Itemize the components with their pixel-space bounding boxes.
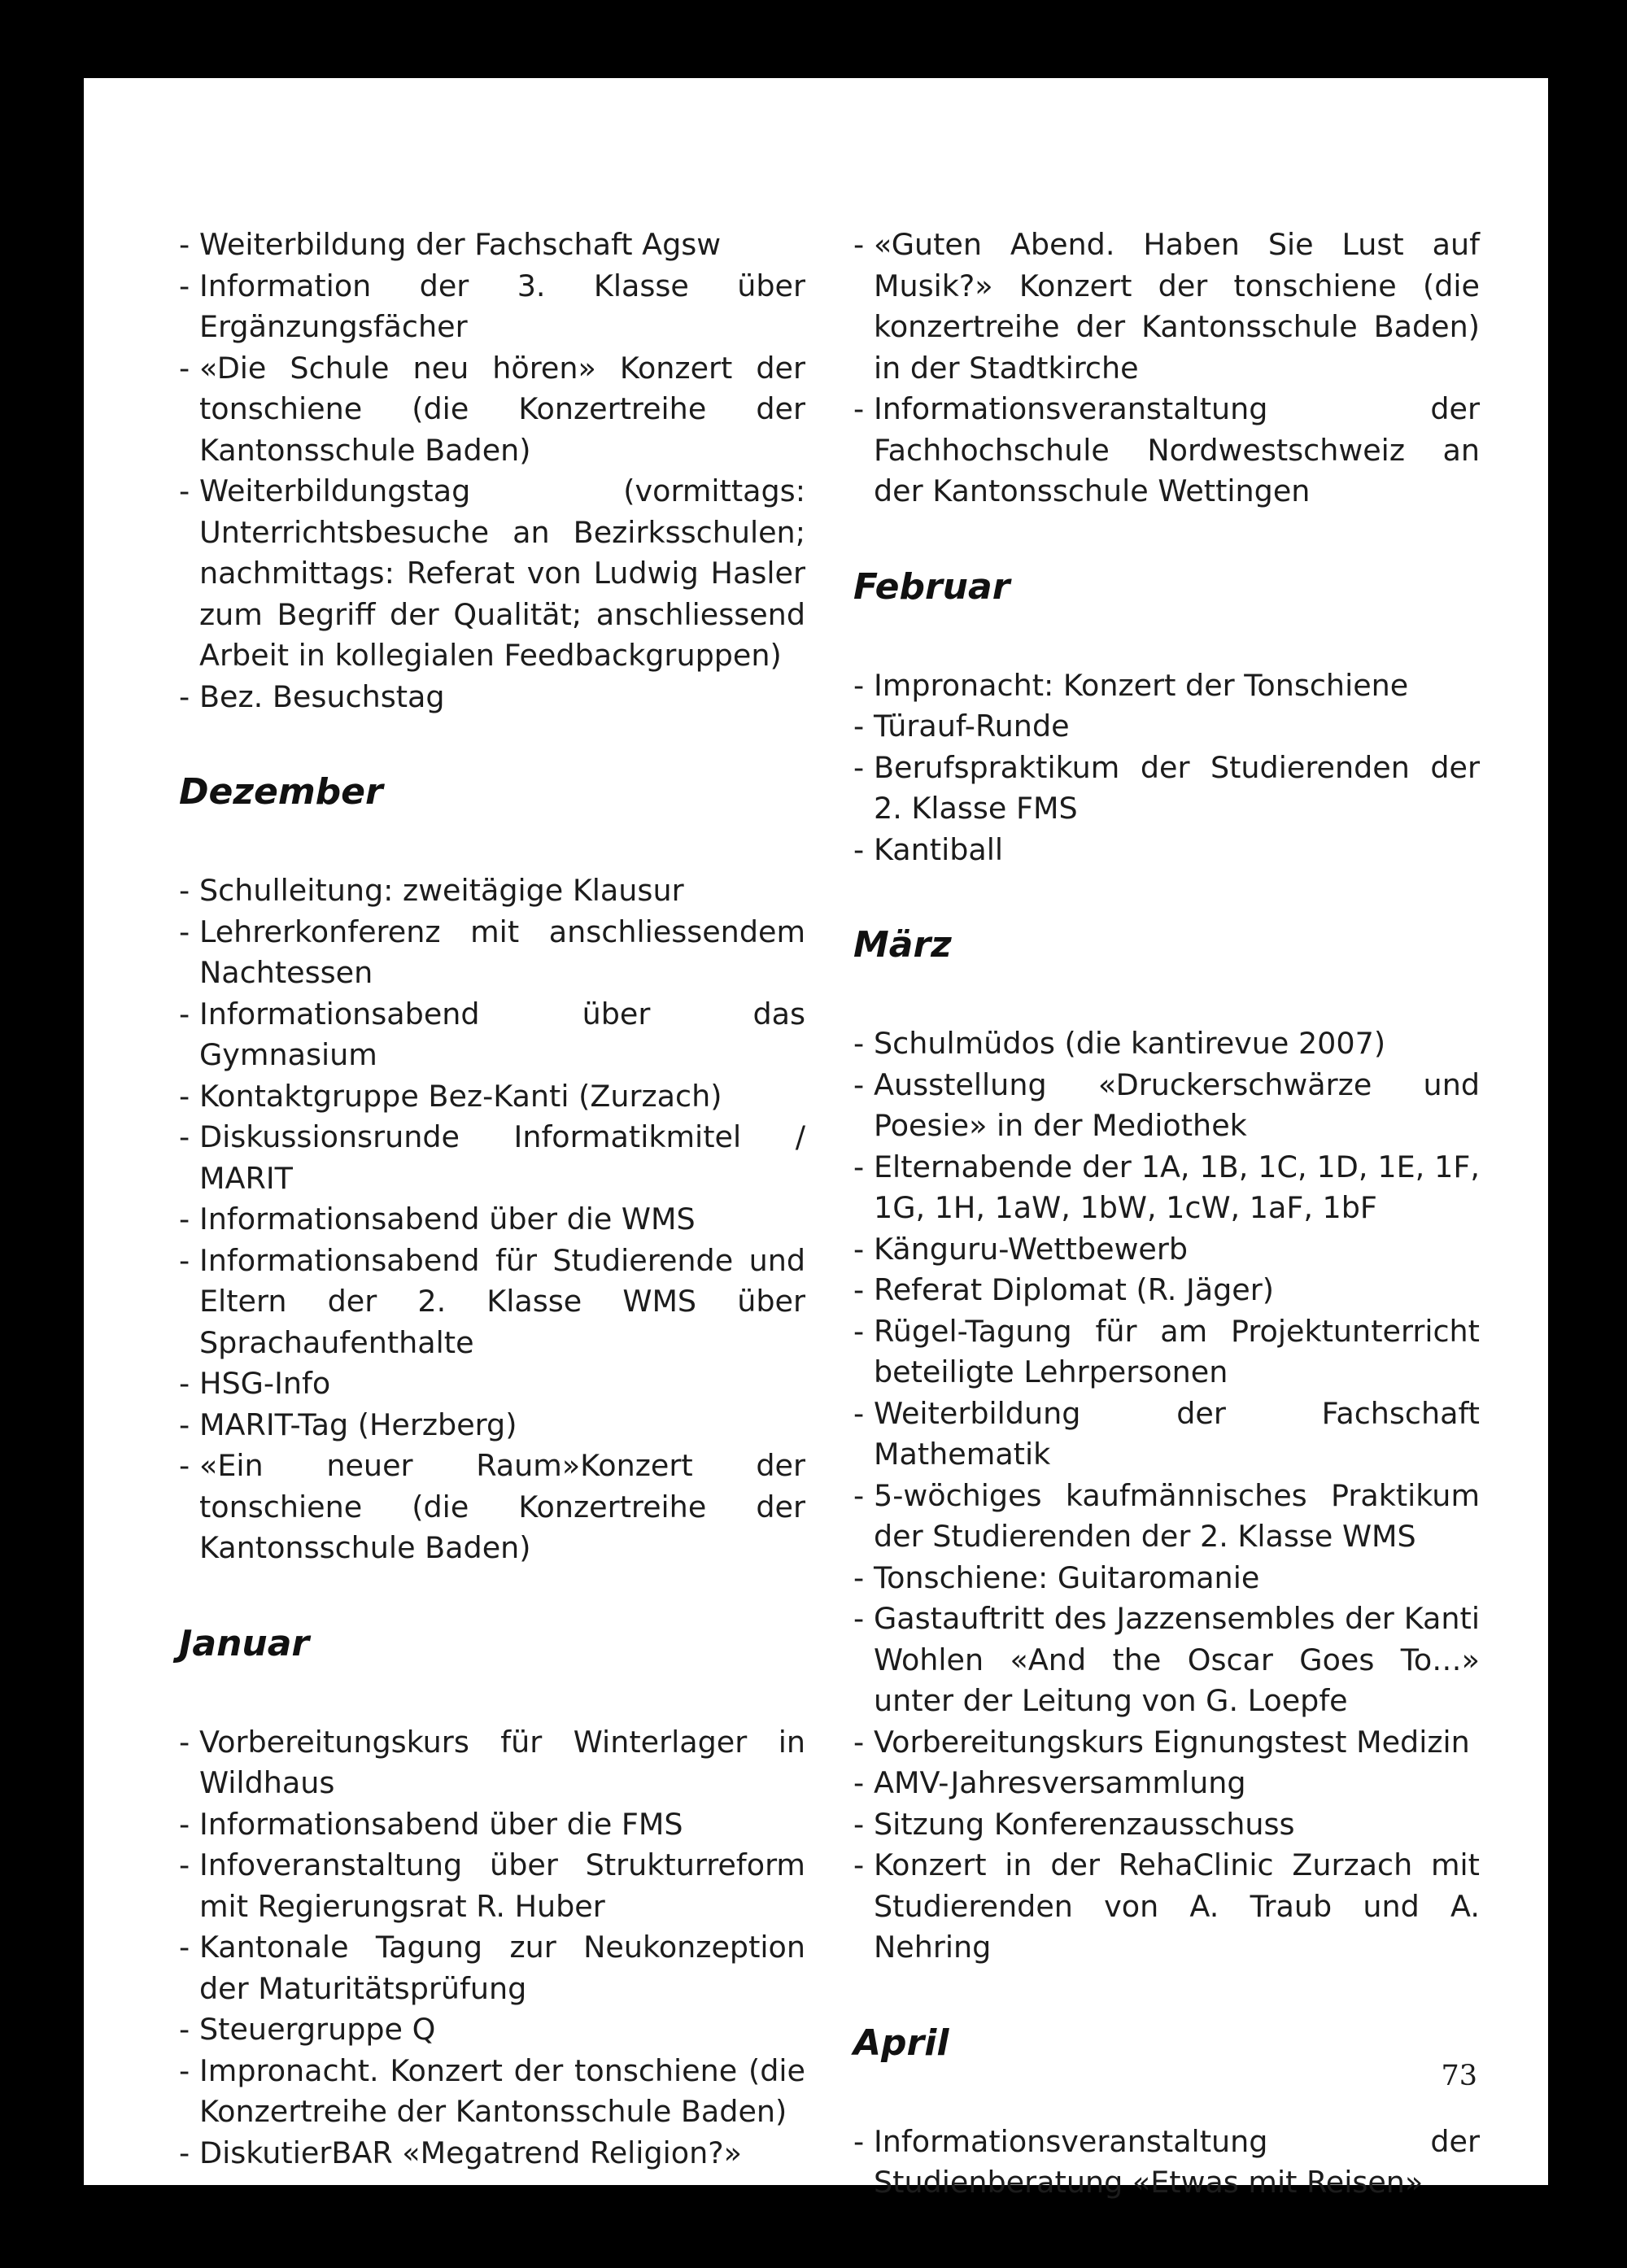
month-heading-maerz: März — [853, 924, 952, 966]
dezember-list — [179, 870, 805, 1569]
list-item: - Informationsabend für Studierende und Eltern der 2. Klasse WMS über Sprachaufenthalte — [179, 1241, 805, 1364]
list-item: - «Ein neuer Raum»Konzert der tonschiene (die Konzertreihe der Kantonsschule Baden) — [179, 1446, 805, 1569]
list-item: - Kontaktgruppe Bez-Kanti (Zurzach) — [179, 1076, 805, 1118]
april-list — [853, 2122, 1480, 2204]
list-item: - Schulmüdos (die kantirevue 2007) — [853, 1023, 1480, 1065]
list-item: - Kantonale Tagung zur Neukonzeption der Maturitätsprüfung — [179, 1927, 805, 2009]
februar-list — [853, 665, 1480, 871]
list-item: - Ausstellung «Druckerschwärze und Poesie» in der Mediothek — [853, 1065, 1480, 1147]
list-item: - HSG-Info — [179, 1363, 805, 1405]
page-number: 73 — [1441, 2060, 1477, 2092]
november-continued-list — [179, 225, 805, 717]
list-item: - Steuergruppe Q — [179, 2009, 805, 2051]
list-item: - Diskussionsrunde Informatikmitel / MARIT — [179, 1117, 805, 1199]
list-item: - «Die Schule neu hören» Konzert der tonschiene (die Konzertreihe der Kantonsschule Baden) — [179, 348, 805, 472]
list-item: - «Guten Abend. Haben Sie Lust auf Musik?» Konzert der tonschiene (die konzertreihe der Kantonsschule Baden) in der Stadtkirche — [853, 225, 1480, 389]
month-heading-april: April — [853, 2022, 949, 2064]
list-item: - Sitzung Konferenzausschuss — [853, 1804, 1480, 1846]
list-item: - 5-wöchiges kaufmännisches Praktikum der Studierenden der 2. Klasse WMS — [853, 1476, 1480, 1558]
list-item: - Vorbereitungskurs Eignungstest Medizin — [853, 1722, 1480, 1764]
list-item: - Kantiball — [853, 830, 1480, 871]
list-item: - Schulleitung: zweitägige Klausur — [179, 870, 805, 912]
list-item: - AMV-Jahresversammlung — [853, 1763, 1480, 1804]
januar-list — [179, 1722, 805, 2174]
right-column — [853, 225, 1480, 2204]
januar-continued-list — [853, 225, 1480, 512]
list-item: - DiskutierBAR «Megatrend Religion?» — [179, 2133, 805, 2174]
list-item: - Informationsabend über die WMS — [179, 1199, 805, 1241]
list-item: - Impronacht: Konzert der Tonschiene — [853, 665, 1480, 707]
list-item: - Türauf-Runde — [853, 706, 1480, 748]
document-page — [84, 78, 1548, 2200]
list-item: - Rügel-Tagung für am Projektunterricht beteiligte Lehrpersonen — [853, 1311, 1480, 1394]
list-item: - Vorbereitungskurs für Winterlager in Wildhaus — [179, 1722, 805, 1804]
left-column — [179, 225, 805, 2174]
list-item: - Elternabende der 1A, 1B, 1C, 1D, 1E, 1F, 1G, 1H, 1aW, 1bW, 1cW, 1aF, 1bF — [853, 1147, 1480, 1229]
list-item: - Informationsabend über das Gymnasium — [179, 994, 805, 1076]
list-item: - Gastauftritt des Jazzensembles der Kanti Wohlen «And the Oscar Goes To…» unter der Leitung von G. Loepfe — [853, 1599, 1480, 1722]
list-item: - Känguru-Wettbewerb — [853, 1229, 1480, 1271]
month-heading-dezember: Dezember — [179, 771, 383, 813]
month-heading-februar: Februar — [853, 565, 1010, 608]
list-item: - Lehrerkonferenz mit anschliessendem Nachtessen — [179, 912, 805, 994]
list-item: - Tonschiene: Guitaromanie — [853, 1558, 1480, 1599]
list-item: - Weiterbildung der Fachschaft Agsw — [179, 225, 805, 266]
list-item: - Information der 3. Klasse über Ergänzungsfächer — [179, 266, 805, 348]
list-item: - Referat Diplomat (R. Jäger) — [853, 1270, 1480, 1311]
list-item: - Weiterbildungstag (vormittags: Unterrichtsbesuche an Bezirksschulen; nachmittags: Referat von Ludwig Hasler zum Begriff der Qualität; anschliessend Arbeit in kollegialen Feedbackgruppen) — [179, 471, 805, 677]
list-item: - Weiterbildung der Fachschaft Mathematik — [853, 1394, 1480, 1476]
list-item: - Informationsabend über die FMS — [179, 1804, 805, 1846]
list-item: - Impronacht. Konzert der tonschiene (die Konzertreihe der Kantonsschule Baden) — [179, 2051, 805, 2133]
list-item: - Konzert in der RehaClinic Zurzach mit Studierenden von A. Traub und A. Nehring — [853, 1845, 1480, 1969]
month-heading-januar: Januar — [179, 1622, 310, 1664]
list-item: - Bez. Besuchstag — [179, 677, 805, 718]
list-item: - Informationsveranstaltung der Studienberatung «Etwas mit Reisen» — [853, 2122, 1480, 2204]
list-item: - Berufspraktikum der Studierenden der 2. Klasse FMS — [853, 748, 1480, 830]
list-item: - Informationsveranstaltung der Fachhochschule Nordwestschweiz an der Kantonsschule Wettingen — [853, 389, 1480, 512]
maerz-list — [853, 1023, 1480, 1969]
list-item: - MARIT-Tag (Herzberg) — [179, 1405, 805, 1446]
list-item: - Infoveranstaltung über Strukturreform mit Regierungsrat R. Huber — [179, 1845, 805, 1927]
